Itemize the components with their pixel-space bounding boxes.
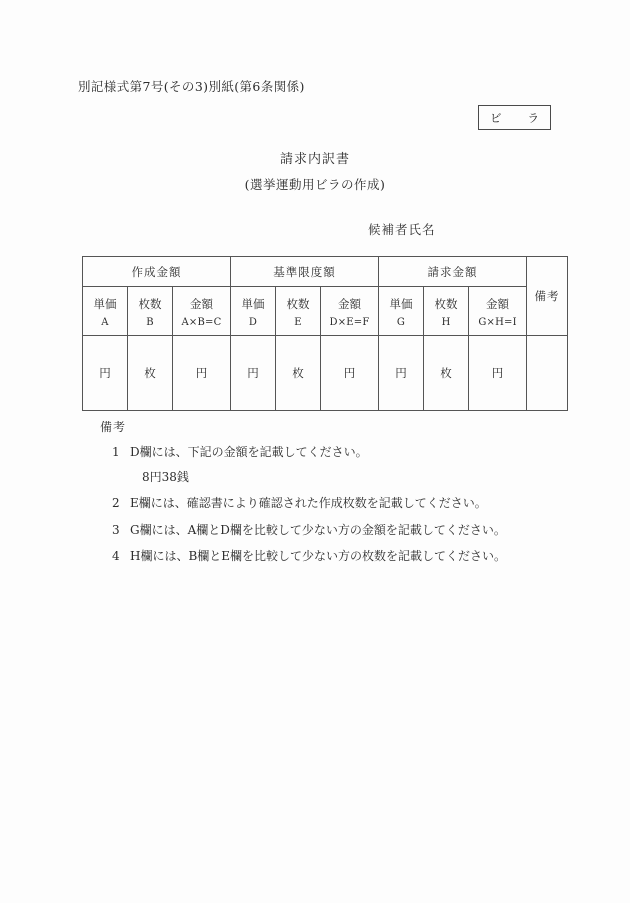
sub-header-formula: G×H=I — [478, 317, 517, 329]
entry-cell-quantity-h[interactable]: 枚 — [424, 336, 469, 411]
sub-header-label: 枚数 — [286, 297, 310, 312]
entry-cell-amount-c[interactable]: 円 — [173, 336, 231, 411]
entry-cell-unit-price-d[interactable]: 円 — [231, 336, 276, 411]
group-header-creation-amount: 作成金額 — [83, 257, 231, 287]
sub-header-quantity-h — [424, 287, 469, 336]
note-text: H欄には、B欄とE欄を比較して少ない方の枚数を記載してください。 — [130, 549, 507, 564]
note-text: E欄には、確認書により確認された作成枚数を記載してください。 — [130, 496, 487, 511]
sub-header-formula: D×E=F — [329, 317, 370, 329]
sub-header-formula: H — [441, 317, 451, 329]
sub-header-formula: A — [101, 317, 109, 329]
list-item — [100, 523, 570, 539]
sub-header-amount-c — [173, 287, 231, 336]
note-number: 4 — [112, 549, 120, 564]
sub-header-formula: B — [146, 317, 154, 329]
page-title: 請求内訳書 — [279, 152, 350, 167]
sub-header-amount-f — [321, 287, 379, 336]
notes-title: 備考 — [100, 420, 127, 434]
sub-header-formula: E — [294, 317, 302, 329]
entry-cell-quantity-e[interactable]: 枚 — [276, 336, 321, 411]
sub-header-label: 単価 — [93, 297, 117, 312]
table-sub-header-row — [83, 287, 568, 336]
document-kind-box — [478, 105, 551, 130]
kind-box-char-2: ラ — [527, 110, 539, 125]
note-number: 2 — [112, 496, 120, 511]
note-text: D欄には、下記の金額を記載してください。 — [130, 445, 368, 459]
sub-header-label: 枚数 — [138, 297, 162, 312]
entry-cell-amount-f[interactable]: 円 — [321, 336, 379, 411]
page-subtitle: (選挙運動用ビラの作成) — [244, 177, 386, 192]
list-item — [100, 549, 570, 565]
sub-header-unit-price-a — [83, 287, 128, 336]
notes-section — [100, 418, 570, 576]
sub-header-formula: A×B=C — [181, 317, 222, 329]
table-row — [83, 336, 568, 411]
kind-box-char-1: ビ — [490, 110, 502, 125]
entry-cell-unit-price-a[interactable]: 円 — [83, 336, 128, 411]
breakdown-table — [82, 256, 568, 411]
sub-header-unit-price-g — [379, 287, 424, 336]
note-sub-text: 8円38銭 — [142, 469, 189, 484]
note-number: 1 — [112, 445, 120, 459]
note-number: 3 — [112, 522, 120, 537]
group-header-claim-amount: 請求金額 — [379, 257, 527, 287]
candidate-name-label: 候補者氏名 — [368, 222, 436, 237]
breakdown-table-container — [82, 256, 560, 411]
sub-header-amount-i — [469, 287, 527, 336]
list-item — [100, 445, 570, 461]
sub-header-formula: G — [396, 317, 406, 329]
entry-cell-unit-price-g[interactable]: 円 — [379, 336, 424, 411]
sub-header-quantity-b — [128, 287, 173, 336]
sub-header-unit-price-d — [231, 287, 276, 336]
sub-header-formula: D — [248, 317, 258, 329]
note-text: G欄には、A欄とD欄を比較して少ない方の金額を記載してください。 — [130, 522, 506, 537]
column-header-remarks: 備考 — [527, 257, 568, 336]
entry-cell-quantity-b[interactable]: 枚 — [128, 336, 173, 411]
entry-cell-amount-i[interactable]: 円 — [469, 336, 527, 411]
sub-header-label: 金額 — [338, 297, 362, 312]
group-header-standard-limit: 基準限度額 — [231, 257, 379, 287]
list-item — [100, 496, 570, 512]
sub-header-quantity-e — [276, 287, 321, 336]
form-code-label: 別記様式第7号(その3)別紙(第6条関係) — [78, 79, 305, 94]
sub-header-label: 金額 — [486, 297, 510, 312]
sub-header-label: 単価 — [241, 297, 265, 312]
sub-header-label: 枚数 — [434, 297, 458, 312]
sub-header-label: 単価 — [389, 297, 413, 312]
table-group-header-row — [83, 257, 568, 287]
entry-cell-remarks[interactable] — [527, 336, 568, 411]
sub-header-label: 金額 — [190, 297, 213, 312]
